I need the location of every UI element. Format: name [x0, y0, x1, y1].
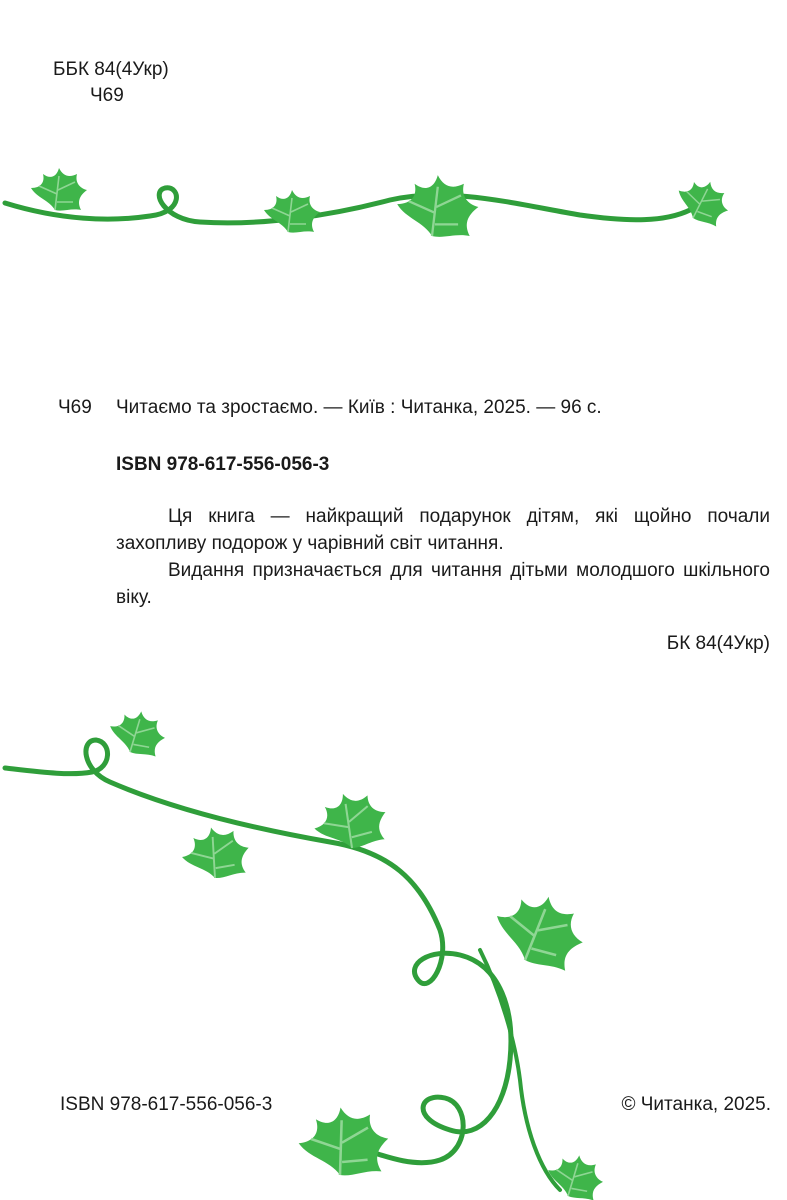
leaf-icon: [31, 168, 87, 211]
description-paragraph-2: Видання призначається для читання дітьми молодшого шкільного віку.: [116, 560, 770, 608]
leaf-icon: [106, 706, 169, 758]
leaf-icon: [397, 175, 478, 237]
leaf-icon: [308, 784, 393, 856]
catalog-entry: Читаємо та зростаємо. — Київ : Читанка, 2025. — 96 с.: [116, 397, 602, 418]
isbn-main: ISBN 978-617-556-056-3: [116, 454, 330, 475]
vine-top-decoration: [0, 0, 787, 260]
leaf-icon: [488, 885, 592, 974]
copyright: © Читанка, 2025.: [621, 1094, 771, 1115]
leaf-icon: [671, 173, 735, 229]
leaf-icon: [544, 1150, 607, 1200]
catalog-author-mark: Ч69: [58, 397, 92, 418]
leaf-icon: [296, 1104, 391, 1180]
description-paragraph-1: Ця книга — найкращий подарунок дітям, які щойно почали захопливу подорож у чарівний світ читання.: [116, 506, 770, 554]
leaf-icon: [264, 190, 320, 233]
author-mark: Ч69: [90, 85, 124, 106]
isbn-footer: ISBN 978-617-556-056-3: [60, 1094, 273, 1115]
bk-code: БК 84(4Укр): [666, 633, 770, 654]
leaf-icon: [178, 822, 253, 884]
bbk-code: ББК 84(4Укр): [53, 59, 169, 80]
